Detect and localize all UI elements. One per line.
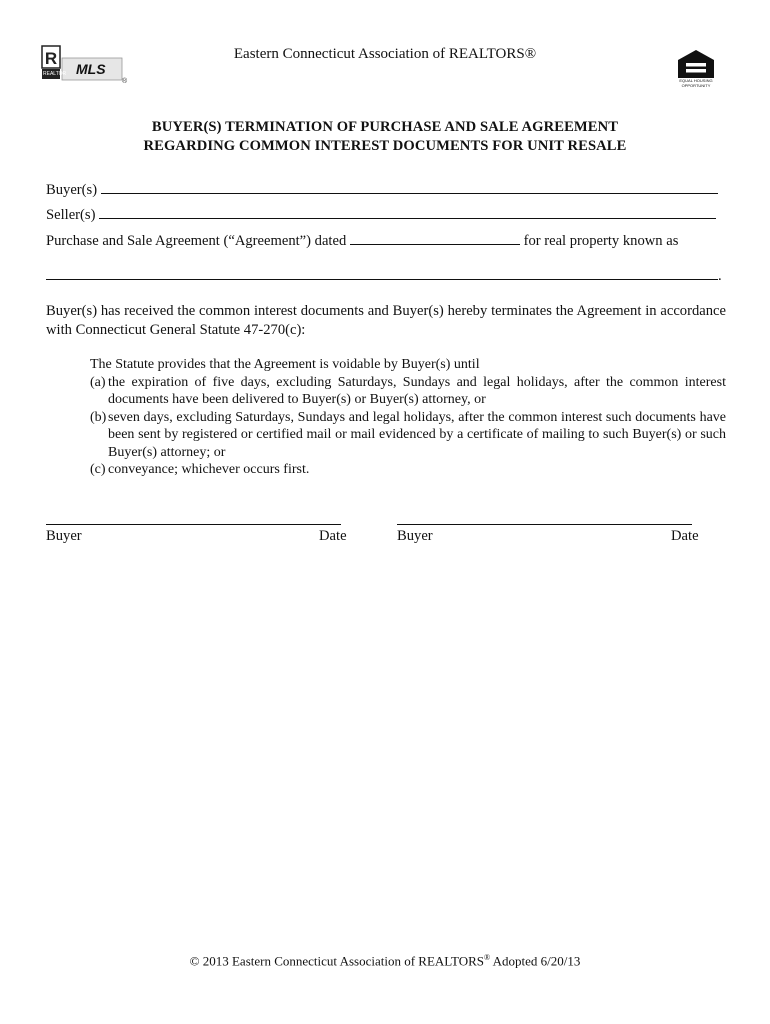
sellers-field-row — [46, 205, 716, 224]
buyers-field-row — [46, 180, 718, 199]
statute-block — [90, 356, 726, 479]
equal-housing-logo — [674, 48, 718, 90]
property-field[interactable] — [46, 266, 718, 280]
document-title-line2: REGARDING COMMON INTEREST DOCUMENTS FOR UNIT RESALE — [143, 138, 627, 154]
statute-intro: The Statute provides that the Agreement is voidable by Buyer(s) until — [90, 357, 480, 372]
footer-copyright — [0, 953, 770, 969]
date-label-1: Date — [319, 528, 347, 544]
agreement-date-row — [46, 231, 678, 250]
registered-mark: ® — [122, 78, 128, 85]
footer-registered-mark: ® — [484, 953, 491, 962]
buyers-field[interactable] — [101, 180, 718, 194]
statute-item-label: (c) — [90, 462, 106, 477]
statute-item-text: the expiration of five days, excluding Saturdays, Sundays and legal holidays, after the common interest documents have been delivered to Buyer(s) or Buyer(s) attorney, or — [108, 374, 726, 407]
footer-prefix: © 2013 Eastern Connecticut Association of REALTORS — [189, 953, 485, 969]
document-title-line1: BUYER(S) TERMINATION OF PURCHASE AND SALE AGREEMENT — [151, 119, 619, 135]
termination-paragraph: Buyer(s) has received the common interest documents and Buyer(s) hereby terminates the Agreement in accordance with Connecticut General Statute 47-270(c): — [46, 303, 726, 338]
buyers-label: Buyer(s) — [46, 182, 98, 198]
mls-text: MLS — [76, 61, 106, 77]
realtor-text: REALTOR — [43, 71, 67, 77]
statute-item-b — [90, 409, 726, 462]
svg-text:R: R — [44, 49, 58, 68]
sellers-field[interactable] — [99, 205, 716, 219]
statute-item-a — [90, 374, 726, 409]
statute-item-label: (a) — [90, 374, 106, 390]
statute-item-label: (b) — [90, 409, 107, 425]
statute-item-text: conveyance; whichever occurs first. — [108, 462, 310, 477]
property-label: for real property known as — [523, 233, 679, 249]
property-field-row — [46, 266, 722, 285]
agreement-label: Purchase and Sale Agreement (“Agreement”) dated — [46, 233, 347, 249]
sellers-label: Seller(s) — [46, 207, 96, 223]
organization-header: Eastern Connecticut Association of REALTORS® — [233, 46, 537, 62]
agreement-date-field[interactable] — [350, 231, 520, 245]
buyer-signature-line-1[interactable] — [46, 524, 341, 525]
house-icon — [674, 48, 718, 80]
date-label-2: Date — [671, 528, 699, 544]
equal-housing-line1: EQUAL HOUSING — [679, 78, 713, 83]
equal-housing-line2: OPPORTUNITY — [681, 83, 711, 88]
buyer-label-2: Buyer — [397, 528, 433, 544]
statute-item-c — [90, 461, 726, 479]
footer-suffix: Adopted 6/20/13 — [490, 953, 581, 969]
property-line-end: . — [718, 268, 722, 284]
statute-item-text: seven days, excluding Saturdays, Sundays and legal holidays, after the common interest such documents have been sent by registered or certified mail or mail evidenced by a certificate of mailing to such Buyer(s) or such Buyer(s) attorney; or — [108, 409, 726, 460]
buyer-signature-line-2[interactable] — [397, 524, 692, 525]
buyer-label-1: Buyer — [46, 528, 82, 544]
